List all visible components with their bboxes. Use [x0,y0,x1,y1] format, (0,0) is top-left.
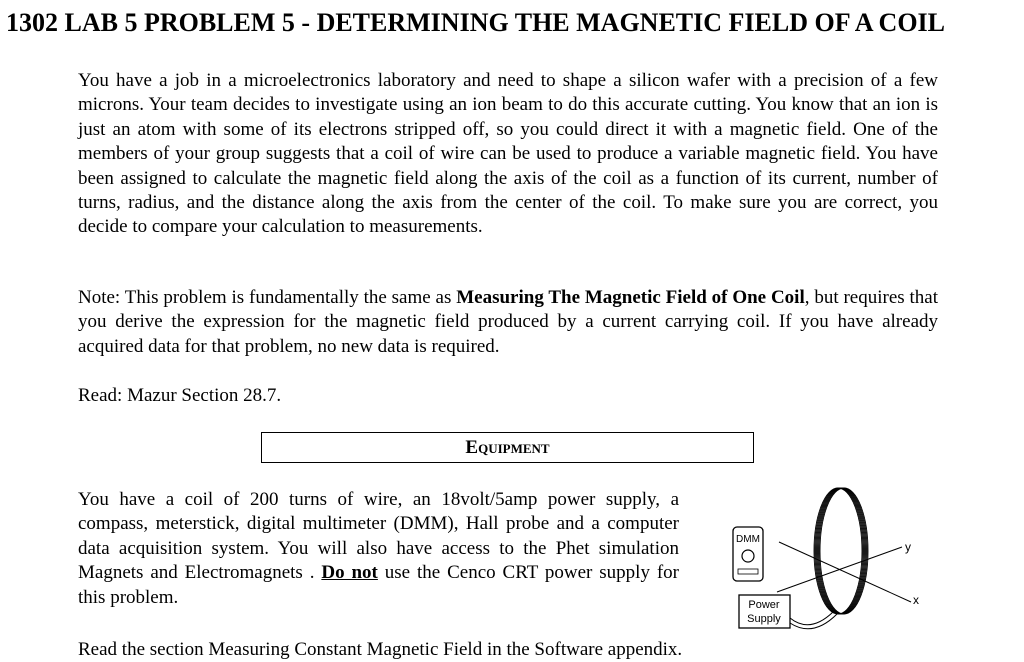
cutoff-line: Read the section Measuring Constant Magnetic Field in the Software appendix. [78,639,683,660]
power-label-line1: Power [748,599,780,611]
note-paragraph [78,286,938,359]
dmm-label: DMM [736,534,760,545]
equipment-text: You have a coil of 200 turns of wire, an 18volt/5amp power supply, a compass, meterstick, digital multimeter (DMM), Hall probe and a computer data acquisition system. You will also have access to the Phet simulation Magnets and Electromagnets . [78,489,679,584]
equipment-paragraph [78,488,679,610]
y-axis-line [777,547,902,592]
power-supply [739,595,790,628]
equipment-text-end: use the Cenco CRT power supply for this problem. [78,562,679,608]
note-suffix: , but requires that you derive the expression for the magnetic field produced by a current carrying coil. If you have already acquired data for that problem, no new data is required. [78,287,938,357]
coil-diagram [725,484,945,634]
do-not-emphasis: Do not [321,562,378,584]
power-label-line2: Supply [747,613,781,625]
equipment-heading: Equipment [261,432,754,463]
read-paragraph: Read: Mazur Section 28.7. [78,385,282,406]
note-bold-title: Measuring The Magnetic Field of One Coil [456,287,805,308]
coil [814,488,868,614]
wire-2 [790,614,837,629]
intro-paragraph: You have a job in a microelectronics laboratory and need to shape a silicon wafer with a precision of a few microns. Your team decides to investigate using an ion beam to do this accurate cutting. You know that an ion is just an atom with some of its electrons stripped off, so you could direct it with a magnetic field. One of the members of your group suggests that a coil of wire can be used to produce a variable magnetic field. You have been assigned to calculate the magnetic field along the axis of the coil as a function of its current, number of turns, radius, and the distance along the axis from the center of the coil. To make sure you are correct, you decide to compare your calculation to measurements. [78,70,938,238]
note-prefix: Note: This problem is fundamentally the same as [78,287,457,308]
dmm-device [733,527,763,581]
page-title: 1302 LAB 5 PROBLEM 5 - DETERMINING THE MAGNETIC FIELD OF A COIL [6,8,945,37]
x-axis-label: x [913,593,919,607]
y-axis-label: y [905,540,911,554]
